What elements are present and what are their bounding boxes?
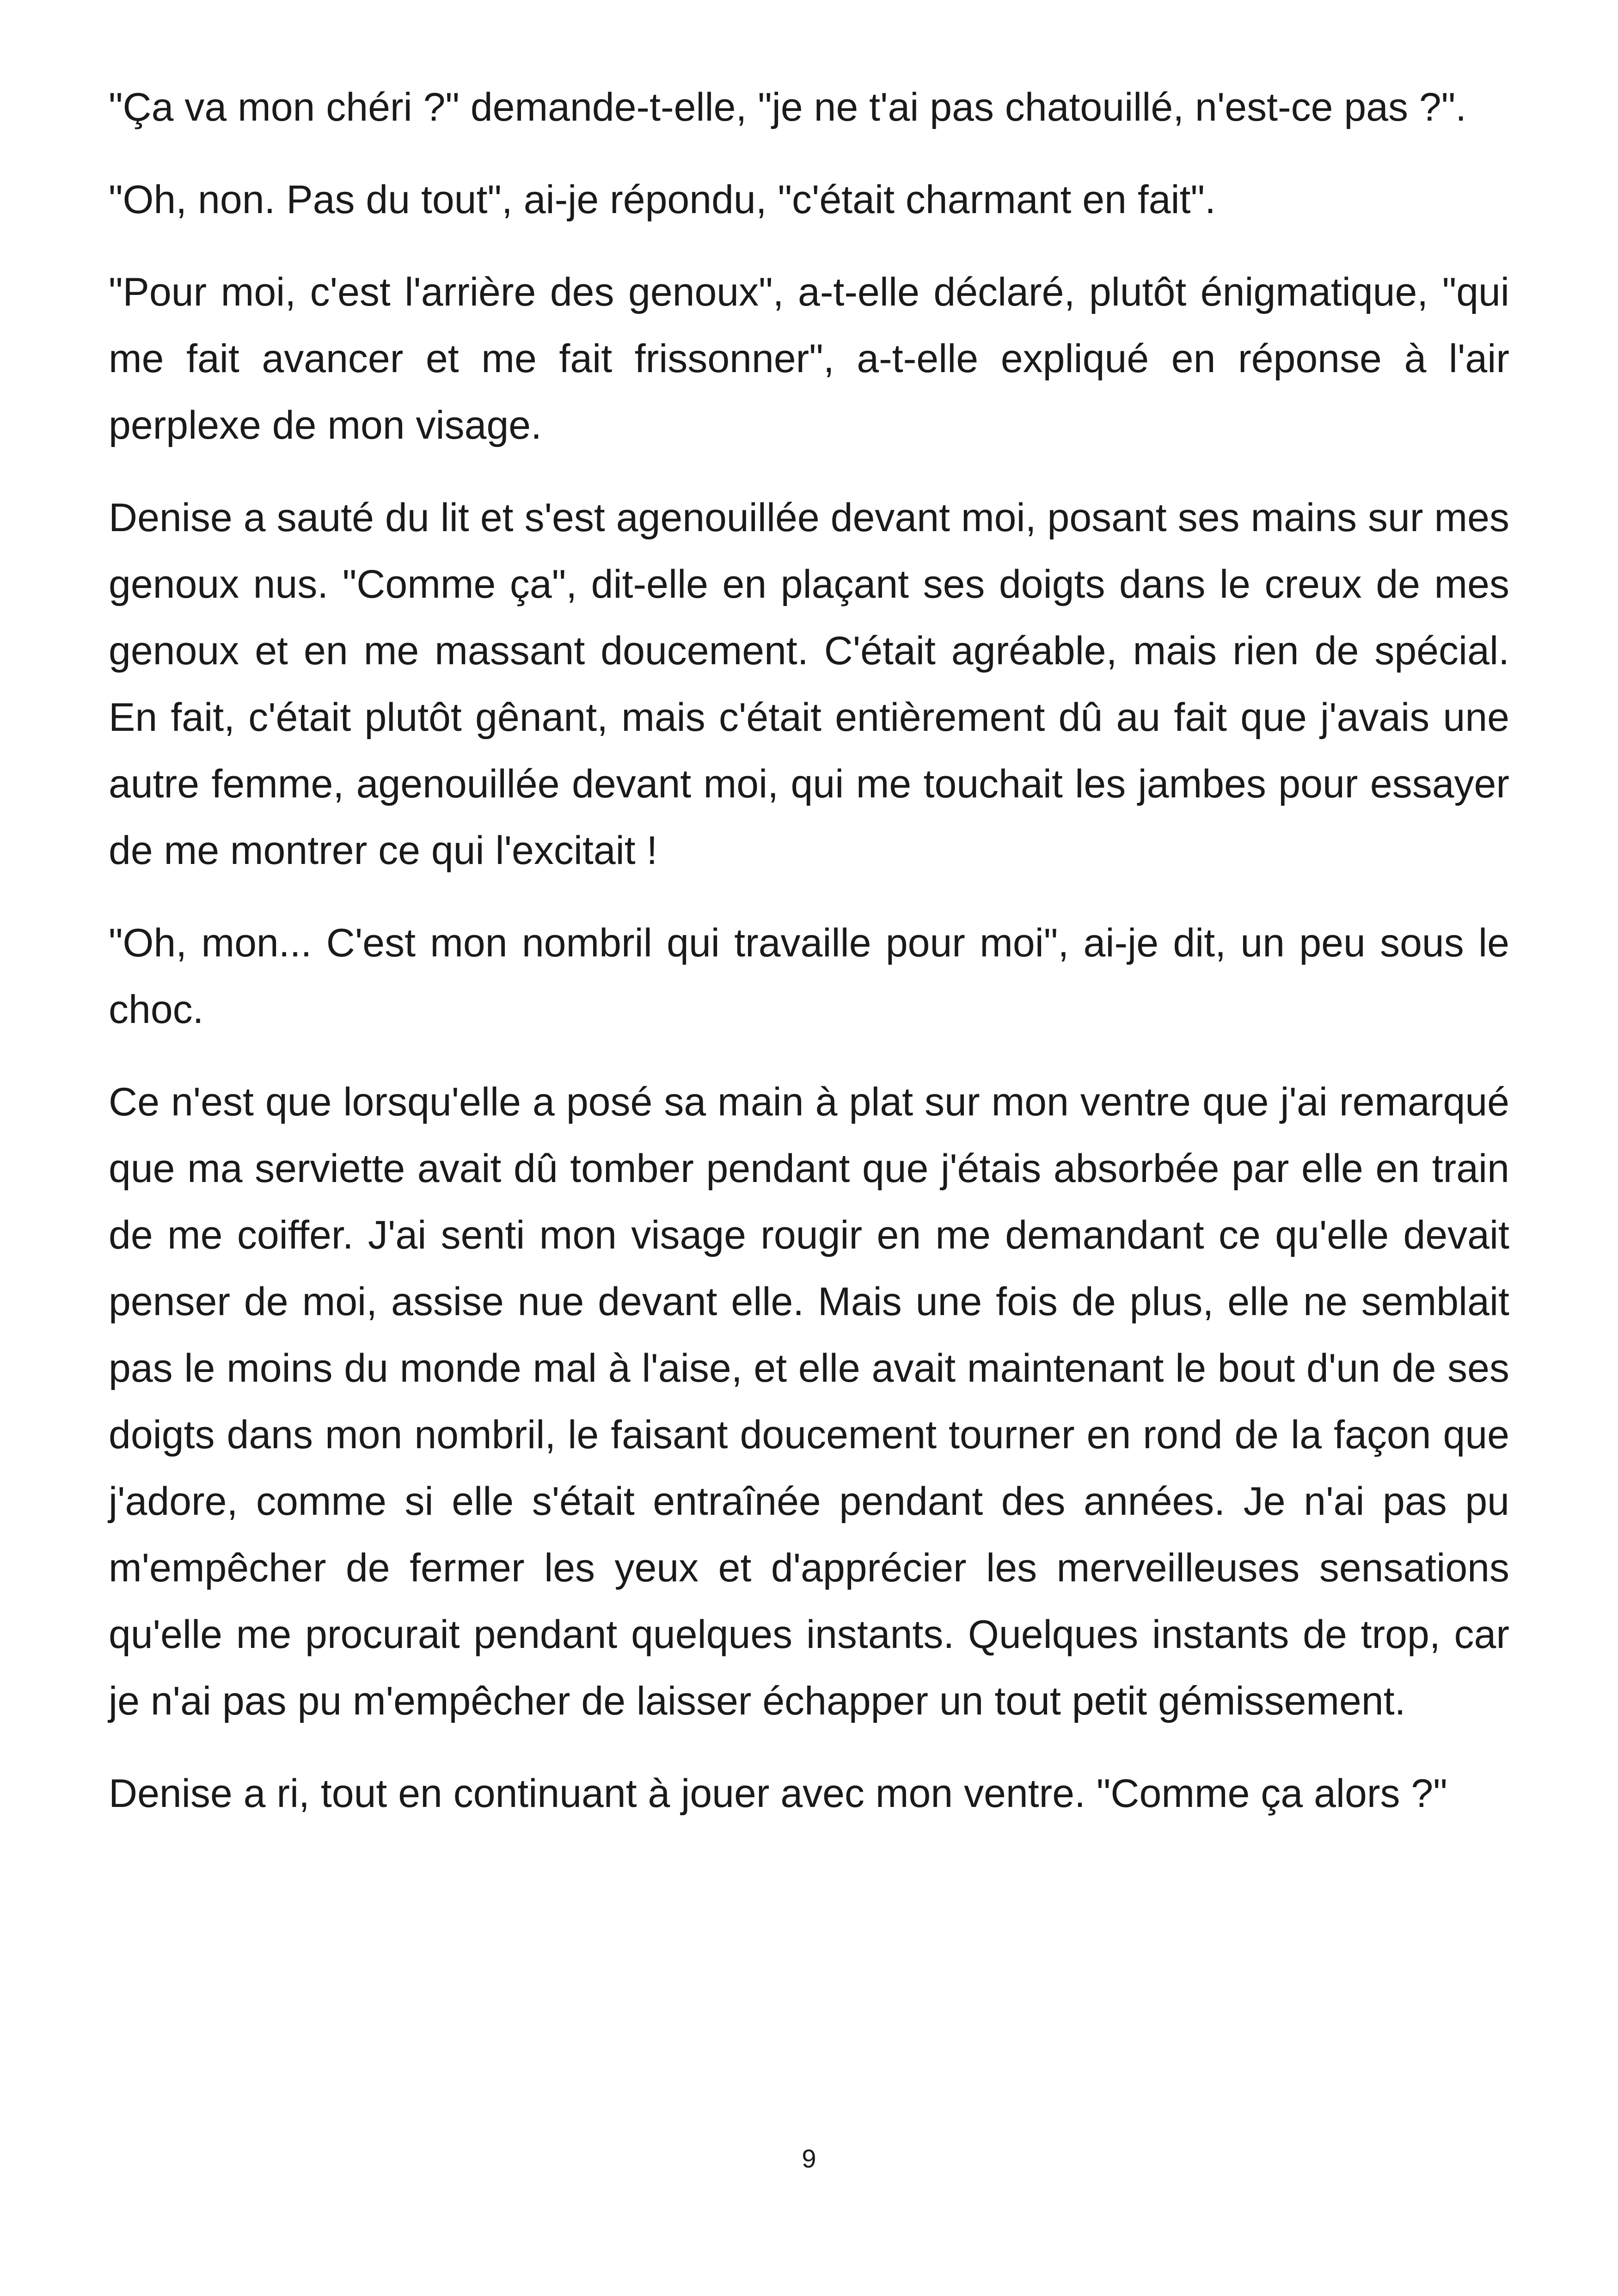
paragraph-4: Denise a sauté du lit et s'est agenouillée devant moi, posant ses mains sur mes genoux nus. "Comme ça", dit-elle en plaçant ses doigts dans le creux de mes genoux et en me massant doucement. C'était agréable, mais rien de spécial. En fait, c'était plutôt gênant, mais c'était entièrement dû au fait que j'avais une autre femme, agenouillée devant moi, qui me touchait les jambes pour essayer de me montrer ce qui l'excitait ! [109,496,1509,873]
body-text [109,74,1509,1853]
paragraph-2: "Oh, non. Pas du tout", ai-je répondu, "c'était charmant en fait". [109,178,1216,222]
paragraph-5: "Oh, mon... C'est mon nombril qui travaille pour moi", ai-je dit, un peu sous le choc. [109,921,1509,1032]
paragraph-3: "Pour moi, c'est l'arrière des genoux", a-t-elle déclaré, plutôt énigmatique, "qui me fait avancer et me fait frissonner", a-t-elle expliqué en réponse à l'air perplexe de mon visage. [109,270,1509,447]
page-number: 9 [802,2144,816,2173]
paragraph-6: Ce n'est que lorsqu'elle a posé sa main à plat sur mon ventre que j'ai remarqué que ma serviette avait dû tomber pendant que j'étais absorbée par elle en train de me coiffer. J'ai senti mon visage rougir en me demandant ce qu'elle devait penser de moi, assise nue devant elle. Mais une fois de plus, elle ne semblait pas le moins du monde mal à l'aise, et elle avait maintenant le bout d'un de ses doigts dans mon nombril, le faisant doucement tourner en rond de la façon que j'adore, comme si elle s'était entraînée pendant des années. Je n'ai pas pu m'empêcher de fermer les yeux et d'apprécier les merveilleuses sensations qu'elle me procurait pendant quelques instants. Quelques instants de trop, car je n'ai pas pu m'empêcher de laisser échapper un tout petit gémissement. [109,1080,1509,1723]
paragraph-7: Denise a ri, tout en continuant à jouer avec mon ventre. "Comme ça alors ?" [109,1771,1447,1816]
paragraph-1: "Ça va mon chéri ?" demande-t-elle, "je ne t'ai pas chatouillé, n'est-ce pas ?". [109,85,1467,129]
